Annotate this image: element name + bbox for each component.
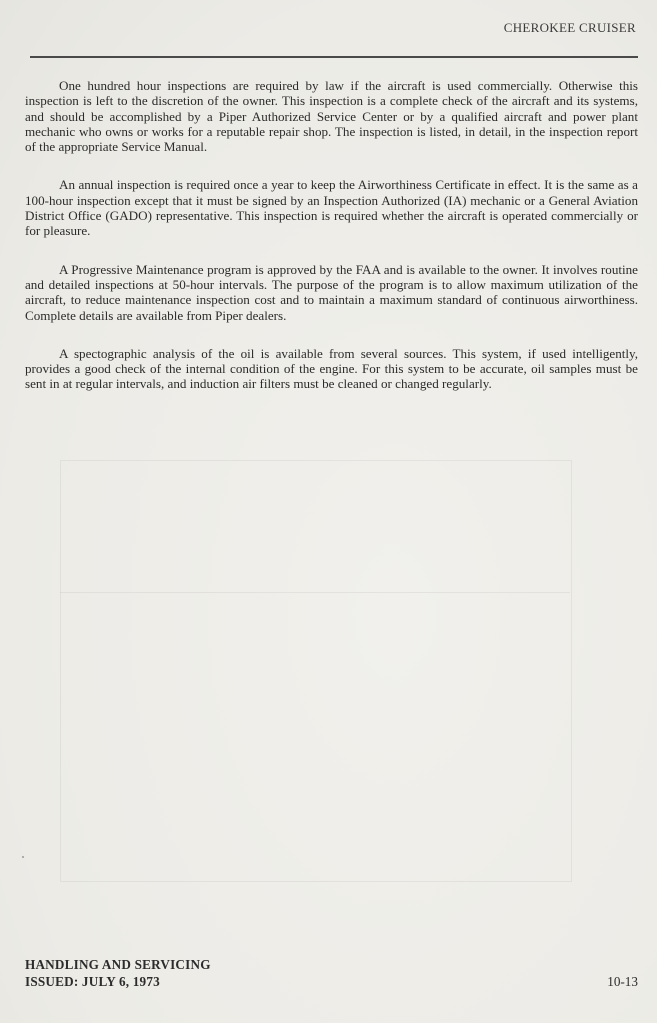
footer-section-title: HANDLING AND SERVICING	[25, 957, 211, 972]
bleed-through-line	[60, 592, 570, 593]
footer-issued-date: ISSUED: JULY 6, 1973	[25, 974, 160, 989]
header-rule	[30, 56, 638, 58]
paragraph-oil-analysis: A spectographic analysis of the oil is available from several sources. This system, if used intelligently, provides a good check of the internal condition of the engine. For this system to be accurate, oil samples must be sent in at regular intervals, and induction air filters must be cleaned or changed regularly.	[25, 345, 638, 392]
paragraph-annual-inspection: An annual inspection is required once a year to keep the Airworthiness Certificate in effect. It is the same as a 100-hour inspection except that it must be signed by an Inspection Authorized (IA) mechanic or a General Aviation District Office (GADO) representative. This inspection is required whether the aircraft is operated commercially or for pleasure.	[25, 177, 638, 239]
header-title: CHEROKEE CRUISER	[503, 20, 636, 35]
bleed-through-frame	[60, 460, 572, 882]
paragraph-progressive-maintenance: A Progressive Maintenance program is approved by the FAA and is available to the owner. It involves routine and detailed inspections at 50-hour intervals. The purpose of the program is to allow maximum utilization of the aircraft, to reduce maintenance inspection cost and to maintain a maximum standard of continuous airworthiness. Complete details are available from Piper dealers.	[25, 261, 638, 323]
body-text	[25, 78, 638, 415]
footer-section-info	[25, 956, 211, 990]
page-number: 10-13	[607, 974, 638, 989]
paragraph-100-hour-inspection: One hundred hour inspections are required by law if the aircraft is used commercially. Otherwise this inspection is left to the discretion of the owner. This inspection is a complete check of the aircraft and its systems, and should be accomplished by a Piper Authorized Service Center or by a qualified aircraft and power plant mechanic who owns or works for a reputable repair shop. The inspection is listed, in detail, in the inspection report of the appropriate Service Manual.	[25, 78, 638, 155]
paper-speck	[22, 856, 24, 858]
